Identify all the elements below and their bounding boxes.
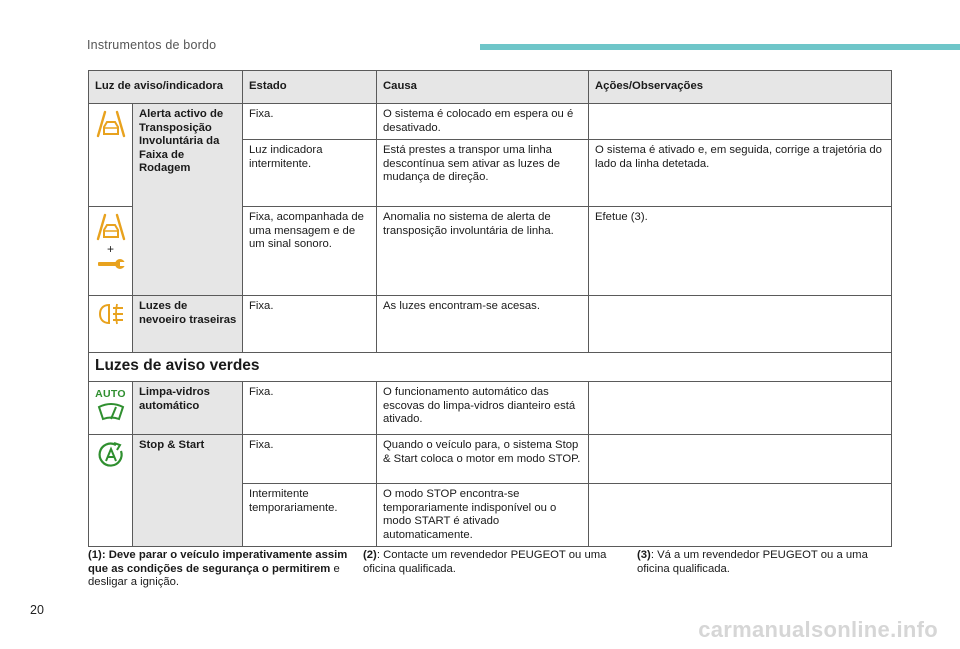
state-cell: Fixa. (243, 382, 377, 435)
col-header-state: Estado (243, 71, 377, 104)
table-header-row (89, 71, 892, 104)
rear-fog-light-icon-cell (89, 296, 133, 353)
footnote-3 (637, 549, 892, 576)
action-cell (589, 382, 892, 435)
action-cell (589, 484, 892, 547)
footnote-2 (363, 549, 623, 576)
state-cell: Luz indicadora intermitente. (243, 140, 377, 207)
footnote-2-ref: (2) (363, 549, 377, 561)
light-name-stop-start: Stop & Start (133, 435, 243, 547)
footnote-1-ref: (1) (88, 549, 102, 561)
footnote-1-rest: e desligar a ignição. (88, 562, 340, 588)
state-cell: Fixa. (243, 104, 377, 140)
light-name-rear-fog: Luzes de nevoeiro traseiras (133, 296, 243, 353)
stop-start-icon-cell (89, 435, 133, 547)
cause-cell: Está prestes a transpor uma linha descontínua sem ativar as luzes de mudança de direção. (377, 140, 589, 207)
table-row (89, 435, 892, 484)
table-row (89, 296, 892, 353)
light-name-lane-departure: Alerta activo de Transposição Involuntária da Faixa de Rodagem (133, 104, 243, 296)
cause-cell: Quando o veículo para, o sistema Stop & Start coloca o motor em modo STOP. (377, 435, 589, 484)
action-cell (589, 296, 892, 353)
section-row (89, 353, 892, 382)
watermark: carmanualsonline.info (698, 617, 938, 642)
cause-cell: O modo STOP encontra-se temporariamente indisponível ou o modo START é ativado automaticamente. (377, 484, 589, 547)
footnote-1-bold: : Deve parar o veículo imperativamente assim que as condições de segurança o permitirem (88, 549, 348, 575)
action-cell (589, 104, 892, 140)
footnote-3-ref: (3) (637, 549, 651, 561)
table-row (89, 104, 892, 140)
plus-sign: + (106, 242, 114, 256)
light-name-auto-wiper: Limpa-vidros automático (133, 382, 243, 435)
lane-departure-icon (94, 213, 128, 241)
state-cell: Fixa, acompanhada de uma mensagem e de um sinal sonoro. (243, 207, 377, 296)
col-header-cause: Causa (377, 71, 589, 104)
cause-cell: O sistema é colocado em espera ou é desativado. (377, 104, 589, 140)
cause-cell: Anomalia no sistema de alerta de transposição involuntária de linha. (377, 207, 589, 296)
wrench-icon (96, 257, 126, 271)
state-cell: Fixa. (243, 435, 377, 484)
col-header-light: Luz de aviso/indicadora (89, 71, 243, 104)
lane-departure-icon (94, 110, 128, 138)
section-header-bar (480, 44, 960, 50)
rear-fog-light-icon (96, 302, 126, 326)
action-cell: Efetue (3). (589, 207, 892, 296)
section-title-green: Luzes de aviso verdes (89, 353, 892, 382)
lane-departure-icon-cell (89, 104, 133, 207)
warning-lights-table (88, 70, 892, 547)
table-row (89, 382, 892, 435)
footnote-1 (88, 549, 348, 590)
col-header-actions: Ações/Observações (589, 71, 892, 104)
action-cell (589, 435, 892, 484)
state-cell: Fixa. (243, 296, 377, 353)
cause-cell: O funcionamento automático das escovas do limpa-vidros dianteiro está ativado. (377, 382, 589, 435)
action-cell: O sistema é ativado e, em seguida, corrige a trajetória do lado da linha detetada. (589, 140, 892, 207)
auto-label: AUTO (95, 388, 126, 400)
footnote-3-text: : Vá a um revendedor PEUGEOT ou a uma oficina qualificada. (637, 549, 868, 575)
state-cell: Intermitente temporariamente. (243, 484, 377, 547)
lane-departure-service-icon-cell (89, 207, 133, 296)
section-header-title: Instrumentos de bordo (87, 38, 217, 52)
auto-wiper-icon-cell (89, 382, 133, 435)
cause-cell: As luzes encontram-se acesas. (377, 296, 589, 353)
footnote-2-text: : Contacte um revendedor PEUGEOT ou uma oficina qualificada. (363, 549, 607, 575)
stop-start-icon (97, 441, 125, 469)
auto-wiper-icon (96, 402, 126, 422)
page-number: 20 (30, 603, 44, 617)
